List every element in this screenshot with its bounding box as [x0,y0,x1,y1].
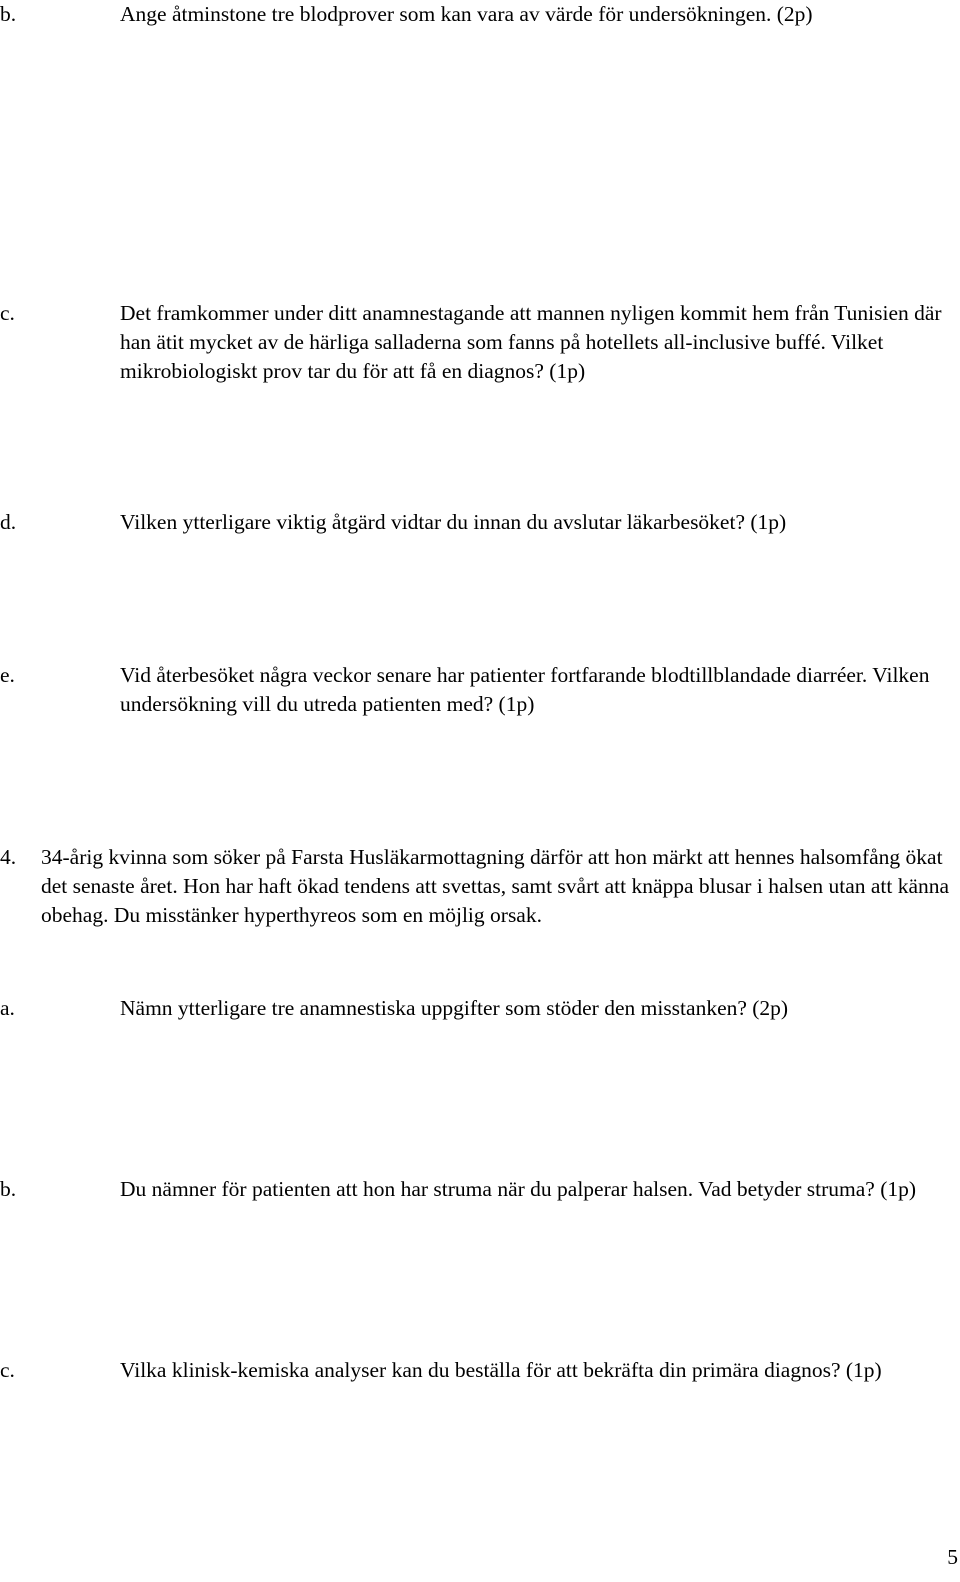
question-marker: d. [0,510,17,534]
question-text: Ange åtminstone tre blodprover som kan vara av värde för undersökningen. (2p) [120,2,813,26]
page-number: 5 [947,1545,958,1569]
case-marker: 4. [0,845,17,869]
question-marker: a. [0,996,15,1020]
question-text: Nämn ytterligare tre anamnestiska uppgifter som stöder den misstanken? (2p) [120,996,789,1020]
case-text: 34-årig kvinna som söker på Farsta Husläkarmottagning därför att hon märkt att hennes halsomfång ökat det senaste året. Hon har haft ökad tendens att svettas, samt svårt att knäppa blusar i halsen utan att känna obehag. Du misstänker hyperthyreos som en möjlig orsak. [41,845,950,927]
question-marker: c. [0,1358,15,1382]
question-c-microbiology [0,299,951,386]
question-text: Vilka klinisk-kemiska analyser kan du beställa för att bekräfta din primära diagnos? (1p) [120,1358,882,1382]
question-marker: c. [0,301,15,325]
question-marker: e. [0,663,15,687]
question-text: Det framkommer under ditt anamnestagande att mannen nyligen kommit hem från Tunisien där han ätit mycket av de härliga salladerna som fanns på hotellets all-inclusive buffé. Vilket mikrobiologiskt prov tar du för att få en diagnos? (1p) [120,301,942,383]
question-text: Du nämner för patienten att hon har struma när du palperar halsen. Vad betyder struma? (1p) [120,1177,917,1201]
question-text: Vid återbesöket några veckor senare har patienter fortfarande blodtillblandade diarréer. Vilken undersökning vill du utreda patienten med? (1p) [120,663,930,716]
question-d-further-action [0,508,951,537]
question-e-followup [0,661,951,719]
question-c-lab-analyses [0,1356,951,1385]
question-a-anamnesis [0,994,951,1023]
question-b-struma [0,1175,951,1204]
question-marker: b. [0,1177,17,1201]
question-b-blood-tests [0,0,951,29]
question-marker: b. [0,2,17,26]
case-4-hyperthyreos [0,843,951,930]
question-text: Vilken ytterligare viktig åtgärd vidtar du innan du avslutar läkarbesöket? (1p) [120,510,787,534]
